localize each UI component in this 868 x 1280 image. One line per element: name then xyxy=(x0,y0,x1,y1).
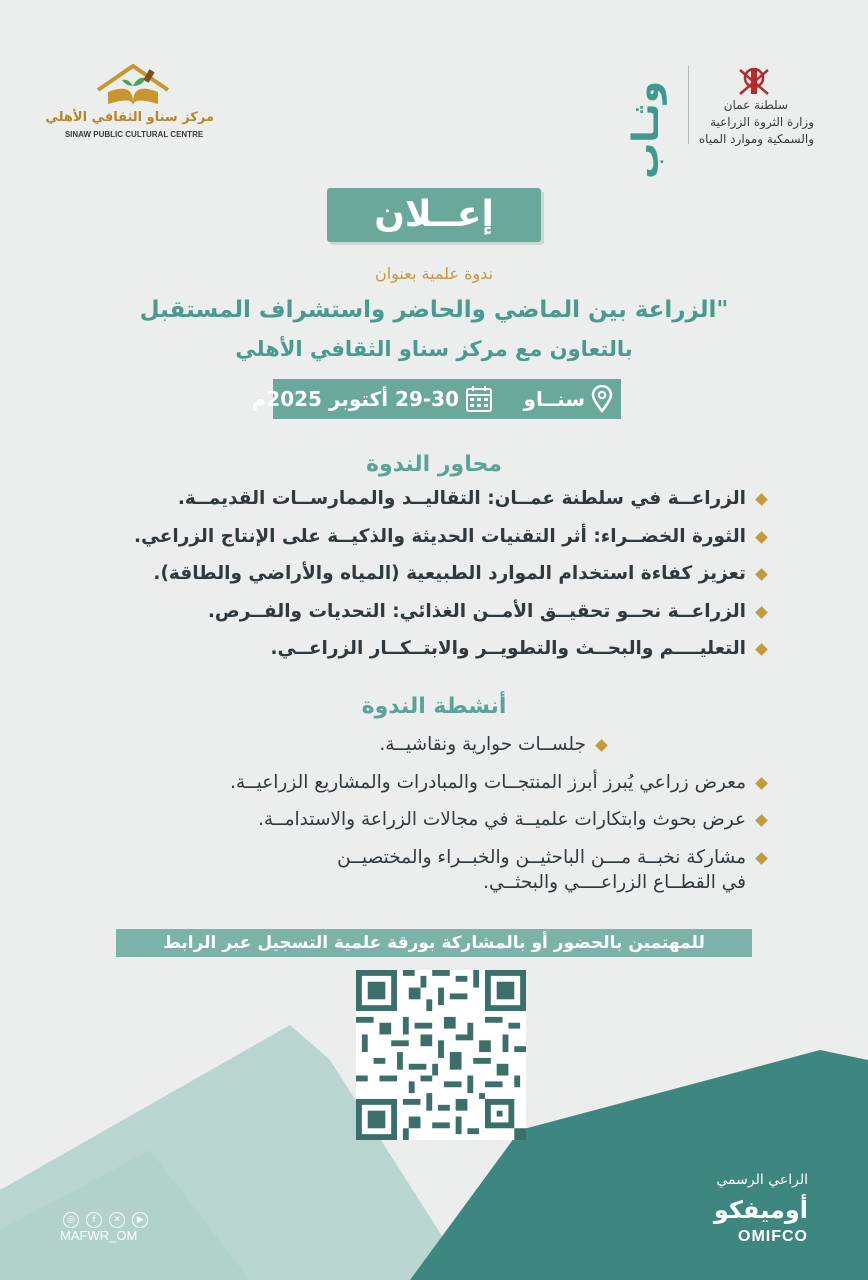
axis-item: تعزيز كفاءة استخدام الموارد الطبيعية (المياه والأراضي والطاقة). xyxy=(110,555,768,593)
axis-item: التعليــــم والبحــث والتطويــر والابتــكــار الزراعــي. xyxy=(110,630,768,668)
social-handle: MAFWR_OM xyxy=(60,1228,138,1243)
social-icons xyxy=(62,1207,149,1228)
sponsor-name-en: OMIFCO xyxy=(738,1228,808,1245)
location-text: سنــاو xyxy=(523,387,585,411)
axis-item: الثورة الخضــراء: أثر التقنيات الحديثة والذكيــة على الإنتاج الزراعي. xyxy=(110,518,768,556)
ministry-line3: والسمكية وموارد المياه xyxy=(698,132,814,146)
activity-item: مشاركة نخبــة مـــن الباحثيــن والخبــراء والمختصيــن xyxy=(110,839,768,877)
centre-name-en: SINAW PUBLIC CULTURAL CENTRE xyxy=(64,130,204,139)
sponsor-name-ar: أوميفكو xyxy=(713,1196,808,1224)
announcement-title: إعــلان xyxy=(327,188,541,242)
wathb-logo: وثـاب xyxy=(626,81,667,179)
axis-item: الزراعــة نحــو تحقيــق الأمــن الغذائي: التحديات والفــرص. xyxy=(110,593,768,631)
centre-logo xyxy=(45,60,214,150)
calendar-icon xyxy=(465,385,493,413)
book-house-icon xyxy=(88,60,178,108)
ministry-line2: وزارة الثروة الزراعية xyxy=(710,115,814,129)
qr-code[interactable] xyxy=(356,970,526,1140)
x-icon[interactable]: ✕ xyxy=(109,1212,125,1228)
date-text: 29-30 أكتوبر 2025م xyxy=(251,387,459,411)
activity-item: عرض بحوث وابتكارات علميــة في مجالات الزراعة والاستدامــة. xyxy=(110,801,768,839)
location-pin-icon xyxy=(591,385,613,413)
seminar-title: "الزراعة بين الماضي والحاضر واستشراف المستقبل xyxy=(139,297,729,323)
facebook-icon[interactable]: f xyxy=(86,1212,102,1228)
ministry-logo xyxy=(684,62,814,152)
youtube-icon[interactable]: ▶ xyxy=(132,1212,148,1228)
emblem-icon xyxy=(736,64,772,98)
sponsor-label: الراعي الرسمي xyxy=(716,1172,808,1188)
activity-item: جلســات حوارية ونقاشيــة. xyxy=(110,726,608,764)
header-divider xyxy=(688,66,689,144)
axes-heading: محاور الندوة xyxy=(366,452,502,477)
activity-continuation: في القطــاع الزراعــــي والبحثــي. xyxy=(483,872,746,893)
centre-name-ar: مركز سناو الثقافي الأهلي xyxy=(45,110,214,125)
activities-heading: أنشطة الندوة xyxy=(361,694,507,719)
activities-list xyxy=(110,726,768,876)
axis-item: الزراعــة في سلطنة عمــان: التقاليــد والممارســات القديمــة. xyxy=(110,480,768,518)
activity-item: معرض زراعي يُبرز أبرز المنتجــات والمبادرات والمشاريع الزراعيــة. xyxy=(110,764,768,802)
seminar-subtitle: ندوة علمية بعنوان xyxy=(374,264,494,283)
axes-list xyxy=(110,480,768,668)
location-date-bar xyxy=(251,379,621,419)
instagram-icon[interactable]: ◎ xyxy=(63,1212,79,1228)
cooperation-line: بالتعاون مع مركز سناو الثقافي الأهلي xyxy=(235,337,633,361)
ministry-line1: سلطنة عمان xyxy=(723,98,788,112)
registration-bar: للمهتمين بالحضور أو بالمشاركة بورقة علمية التسجيل عبر الرابط xyxy=(116,929,752,957)
